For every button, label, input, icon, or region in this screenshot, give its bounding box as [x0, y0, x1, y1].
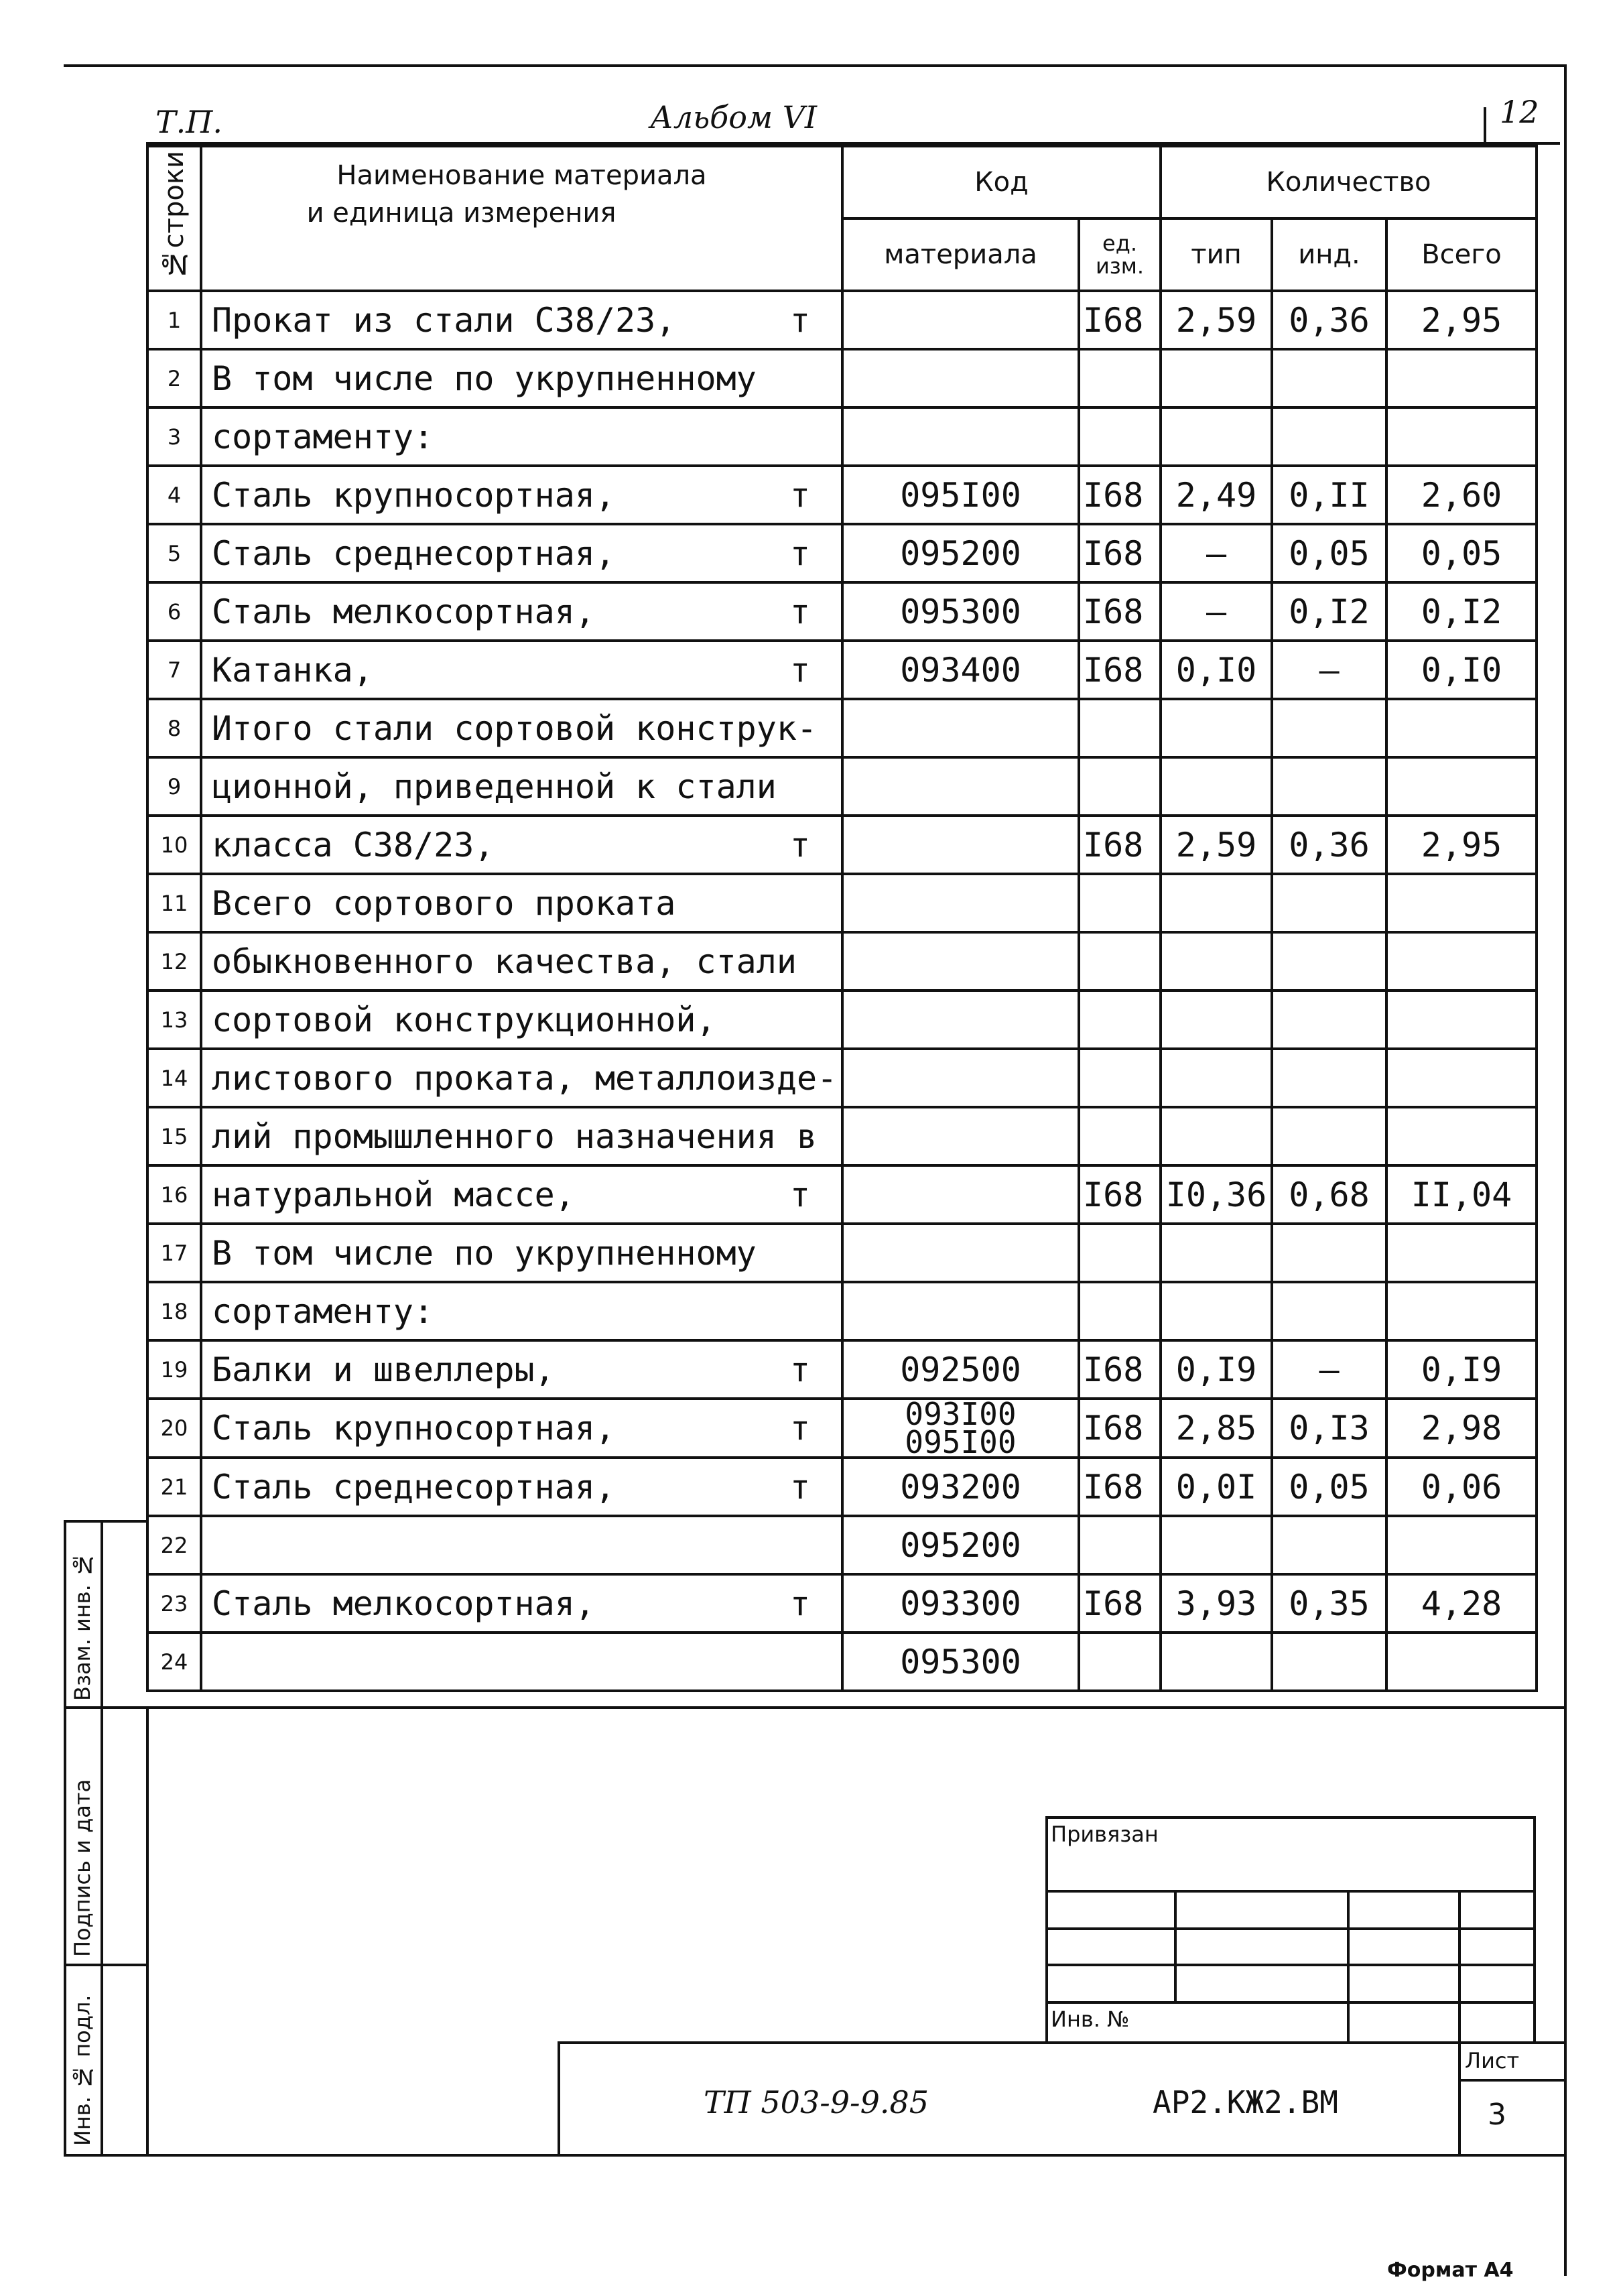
- row-number: 13: [147, 991, 201, 1049]
- qty-total: 2,60: [1386, 466, 1537, 524]
- qty-ind: –: [1272, 1340, 1386, 1399]
- title-block-left: [558, 2041, 560, 2157]
- qty-type: –: [1161, 582, 1272, 641]
- album-label: Альбом VI: [650, 99, 818, 135]
- material-name: [201, 1107, 842, 1165]
- stamp-privyazan-right: [1533, 1816, 1536, 2044]
- material-name-text: Сталь крупносортная,: [212, 1409, 616, 1448]
- material-name: [201, 1224, 842, 1282]
- doc-code: ТП 503-9-9.85: [704, 2084, 929, 2120]
- sheet-box-left: [1458, 2041, 1461, 2157]
- qty-total: 2,95: [1386, 291, 1537, 349]
- qty-ind: 0,36: [1272, 816, 1386, 874]
- material-name: [201, 1516, 842, 1574]
- row-number: 15: [147, 1107, 201, 1165]
- unit-code: [1079, 757, 1161, 816]
- qty-total: 2,95: [1386, 816, 1537, 874]
- row-number: 8: [147, 699, 201, 757]
- material-code: 092500: [842, 1340, 1079, 1399]
- qty-total: [1386, 349, 1537, 407]
- qty-type: 2,59: [1161, 816, 1272, 874]
- row-number: 1: [147, 291, 201, 349]
- row-number: 16: [147, 1165, 201, 1224]
- qty-total: [1386, 1633, 1537, 1691]
- unit-code: I68: [1079, 641, 1161, 699]
- unit-code: [1079, 1633, 1161, 1691]
- col-code-unit: ед. изм.: [1079, 218, 1161, 291]
- qty-type: [1161, 1516, 1272, 1574]
- qty-type: 2,49: [1161, 466, 1272, 524]
- material-code: [842, 699, 1079, 757]
- unit-code: I68: [1079, 1165, 1161, 1224]
- qty-total: [1386, 1282, 1537, 1340]
- col-qty-total: Всего: [1386, 218, 1537, 291]
- table-row: [147, 1165, 1537, 1224]
- doc-mark: АР2.КЖ2.ВМ: [1153, 2084, 1338, 2120]
- table-row: [147, 291, 1537, 349]
- page-number: 12: [1500, 94, 1539, 130]
- row-number: 23: [147, 1574, 201, 1633]
- material-name: [201, 1049, 842, 1107]
- material-code: 095200: [842, 1516, 1079, 1574]
- col-qty-type: тип: [1161, 218, 1272, 291]
- unit-code: I68: [1079, 291, 1161, 349]
- measure-unit: т: [789, 533, 810, 573]
- stamp-privyazan-top: [1045, 1816, 1536, 1819]
- unit-code: [1079, 1282, 1161, 1340]
- material-name-text: Сталь крупносортная,: [212, 475, 616, 515]
- qty-total: [1386, 1049, 1537, 1107]
- qty-total: 0,05: [1386, 524, 1537, 582]
- material-name: [201, 757, 842, 816]
- qty-ind: [1272, 699, 1386, 757]
- unit-code: [1079, 991, 1161, 1049]
- table-row: [147, 466, 1537, 524]
- qty-total: [1386, 932, 1537, 991]
- material-code: 095300: [842, 582, 1079, 641]
- unit-code: [1079, 349, 1161, 407]
- qty-ind: 0,36: [1272, 291, 1386, 349]
- row-number: 14: [147, 1049, 201, 1107]
- qty-type: [1161, 699, 1272, 757]
- material-name: [201, 407, 842, 466]
- material-code: [842, 1049, 1079, 1107]
- material-name: [201, 466, 842, 524]
- top-border: [64, 64, 1567, 67]
- measure-unit: т: [789, 1584, 810, 1623]
- col-code: Код: [842, 146, 1161, 218]
- unit-code: [1079, 1516, 1161, 1574]
- measure-unit: т: [789, 1409, 810, 1448]
- row-number: 6: [147, 582, 201, 641]
- material-name-text: Катанка,: [212, 650, 373, 690]
- material-code: [842, 407, 1079, 466]
- table-row: [147, 757, 1537, 816]
- row-number: 2: [147, 349, 201, 407]
- table-row: [147, 1107, 1537, 1165]
- qty-ind: [1272, 1107, 1386, 1165]
- unit-code: [1079, 874, 1161, 932]
- sheet-label: Лист: [1465, 2048, 1520, 2074]
- qty-ind: [1272, 349, 1386, 407]
- qty-total: 0,I2: [1386, 582, 1537, 641]
- material-code: [842, 932, 1079, 991]
- right-border: [1564, 64, 1567, 2276]
- table-body: [147, 291, 1537, 1691]
- table-row: [147, 1574, 1537, 1633]
- measure-unit: т: [789, 1175, 810, 1214]
- material-code: [842, 1224, 1079, 1282]
- qty-total: [1386, 991, 1537, 1049]
- table-row: [147, 582, 1537, 641]
- qty-total: [1386, 407, 1537, 466]
- row-number: 3: [147, 407, 201, 466]
- qty-ind: [1272, 1049, 1386, 1107]
- unit-code: I68: [1079, 1399, 1161, 1458]
- row-number: 9: [147, 757, 201, 816]
- unit-code: I68: [1079, 1574, 1161, 1633]
- material-name: [201, 349, 842, 407]
- qty-total: [1386, 1516, 1537, 1574]
- material-code: [842, 874, 1079, 932]
- measure-unit: т: [789, 300, 810, 340]
- material-name-text: Сталь среднесортная,: [212, 533, 616, 573]
- row-number: 20: [147, 1399, 201, 1458]
- qty-ind: 0,68: [1272, 1165, 1386, 1224]
- material-name: [201, 524, 842, 582]
- col-code-material: материала: [842, 218, 1079, 291]
- material-name-text: натуральной массе,: [212, 1175, 575, 1214]
- material-name-text: Сталь мелкосортная,: [212, 1584, 595, 1623]
- qty-total: 0,I9: [1386, 1340, 1537, 1399]
- material-name: [201, 1165, 842, 1224]
- side-label-vzam: Взам. инв. №: [70, 1552, 95, 1701]
- title-block-top: [558, 2041, 1567, 2044]
- row-number: 18: [147, 1282, 201, 1340]
- table-row: [147, 1340, 1537, 1399]
- unit-code: [1079, 932, 1161, 991]
- table-bottom-line: [146, 1706, 1564, 1709]
- qty-total: 0,06: [1386, 1458, 1537, 1516]
- qty-type: [1161, 874, 1272, 932]
- table-row: [147, 641, 1537, 699]
- side-label-podpis: Подпись и дата: [70, 1779, 95, 1957]
- side-col-top: [64, 1520, 149, 1523]
- qty-ind: [1272, 757, 1386, 816]
- side-col-div2: [64, 1964, 149, 1966]
- qty-type: [1161, 932, 1272, 991]
- qty-type: 0,I0: [1161, 641, 1272, 699]
- qty-total: [1386, 757, 1537, 816]
- material-code: [842, 816, 1079, 874]
- qty-total: [1386, 874, 1537, 932]
- material-code: [842, 1165, 1079, 1224]
- material-name-text: обыкновенного качества, стали: [212, 942, 797, 981]
- qty-type: [1161, 991, 1272, 1049]
- material-name-text: класса С38/23,: [212, 825, 495, 865]
- qty-total: [1386, 1107, 1537, 1165]
- page-number-box-left: [1484, 107, 1486, 145]
- table-row: [147, 1282, 1537, 1340]
- row-number: 11: [147, 874, 201, 932]
- measure-unit: т: [789, 592, 810, 631]
- material-name: [201, 291, 842, 349]
- qty-type: [1161, 349, 1272, 407]
- material-name: [201, 1399, 842, 1458]
- qty-ind: [1272, 407, 1386, 466]
- material-name-text: Итого стали сортовой конструк-: [212, 708, 818, 748]
- unit-code: I68: [1079, 582, 1161, 641]
- materials-table: [146, 145, 1538, 1692]
- qty-ind: [1272, 1282, 1386, 1340]
- col-qty-ind: инд.: [1272, 218, 1386, 291]
- row-number: 21: [147, 1458, 201, 1516]
- qty-type: 0,0I: [1161, 1458, 1272, 1516]
- material-name-text: сортаменту:: [212, 417, 434, 456]
- material-code: 093300: [842, 1574, 1079, 1633]
- table-row: [147, 1224, 1537, 1282]
- tp-label: Т.П.: [155, 104, 223, 140]
- qty-ind: [1272, 991, 1386, 1049]
- material-name-text: Сталь мелкосортная,: [212, 592, 595, 631]
- material-name-text: Прокат из стали С38/23,: [212, 300, 676, 340]
- qty-type: –: [1161, 524, 1272, 582]
- qty-type: [1161, 1633, 1272, 1691]
- qty-type: [1161, 1224, 1272, 1282]
- material-name-text: Балки и швеллеры,: [212, 1350, 555, 1389]
- stamp-inv-no: Инв. №: [1051, 2006, 1130, 2032]
- qty-type: [1161, 757, 1272, 816]
- material-name: [201, 1458, 842, 1516]
- row-number: 17: [147, 1224, 201, 1282]
- stamp-privyazan: Привязан: [1051, 1822, 1159, 1847]
- table-row: [147, 816, 1537, 874]
- material-code: 095200: [842, 524, 1079, 582]
- stamp-v1: [1174, 1890, 1177, 2001]
- sheet-box-divider: [1458, 2079, 1565, 2082]
- table-row: [147, 874, 1537, 932]
- qty-ind: [1272, 1224, 1386, 1282]
- qty-total: [1386, 1224, 1537, 1282]
- qty-ind: [1272, 932, 1386, 991]
- material-code: [842, 1107, 1079, 1165]
- side-col-left: [64, 1520, 66, 2157]
- row-number: 10: [147, 816, 201, 874]
- material-name-text: сортаменту:: [212, 1291, 434, 1331]
- material-code: [842, 349, 1079, 407]
- qty-ind: 0,05: [1272, 1458, 1386, 1516]
- format-label: Формат А4: [1387, 2258, 1514, 2282]
- table-row: [147, 932, 1537, 991]
- table-row: [147, 1633, 1537, 1691]
- side-col-mid: [101, 1520, 103, 2157]
- stamp-h2: [1045, 1927, 1536, 1930]
- stamp-h1: [1045, 1890, 1536, 1893]
- sheet-number: 3: [1488, 2098, 1506, 2132]
- material-name: [201, 1574, 842, 1633]
- qty-type: [1161, 1107, 1272, 1165]
- stamp-h4: [1045, 2001, 1536, 2004]
- material-name: [201, 874, 842, 932]
- qty-type: [1161, 1049, 1272, 1107]
- table-row: [147, 991, 1537, 1049]
- material-name-text: ционной, приведенной к стали: [212, 767, 777, 806]
- col-name: [201, 146, 842, 291]
- material-name-text: В том числе по укрупненному: [212, 359, 757, 398]
- table-bottom-frame-left: [146, 1706, 149, 2155]
- qty-ind: [1272, 874, 1386, 932]
- material-code: [842, 991, 1079, 1049]
- stamp-v2: [1347, 1890, 1350, 2044]
- qty-total: II,04: [1386, 1165, 1537, 1224]
- material-name-text: Сталь среднесортная,: [212, 1467, 616, 1507]
- qty-type: 3,93: [1161, 1574, 1272, 1633]
- stamp-privyazan-left: [1045, 1816, 1048, 2044]
- qty-ind: 0,I2: [1272, 582, 1386, 641]
- unit-code: I68: [1079, 1458, 1161, 1516]
- table-row: [147, 1399, 1537, 1458]
- measure-unit: т: [789, 1350, 810, 1389]
- unit-code: [1079, 1107, 1161, 1165]
- material-name: [201, 1282, 842, 1340]
- material-code: [842, 1399, 1079, 1458]
- measure-unit: т: [789, 1467, 810, 1507]
- unit-code: I68: [1079, 524, 1161, 582]
- qty-type: 2,85: [1161, 1399, 1272, 1458]
- material-name: [201, 699, 842, 757]
- stamp-v3: [1458, 1890, 1461, 2044]
- material-code: [842, 1282, 1079, 1340]
- measure-unit: т: [789, 650, 810, 690]
- material-name-text: сортовой конструкционной,: [212, 1000, 716, 1039]
- qty-total: 4,28: [1386, 1574, 1537, 1633]
- material-name-text: В том числе по укрупненному: [212, 1233, 757, 1273]
- row-number: 12: [147, 932, 201, 991]
- stamp-h3: [1045, 1964, 1536, 1966]
- table-row: [147, 1458, 1537, 1516]
- material-code: 093200: [842, 1458, 1079, 1516]
- table-row: [147, 407, 1537, 466]
- material-code: 095300: [842, 1633, 1079, 1691]
- qty-ind: 0,35: [1272, 1574, 1386, 1633]
- side-col-div1: [64, 1706, 149, 1709]
- material-code-line2: 095I00: [905, 1424, 1017, 1458]
- qty-type: 2,59: [1161, 291, 1272, 349]
- material-name: [201, 816, 842, 874]
- material-name: [201, 991, 842, 1049]
- material-code: 095I00: [842, 466, 1079, 524]
- qty-ind: 0,II: [1272, 466, 1386, 524]
- row-number: 19: [147, 1340, 201, 1399]
- measure-unit: т: [789, 825, 810, 865]
- unit-code: I68: [1079, 466, 1161, 524]
- material-name-text: листового проката, металлоизде-: [212, 1058, 838, 1098]
- qty-type: [1161, 407, 1272, 466]
- table-row: [147, 699, 1537, 757]
- qty-ind: –: [1272, 641, 1386, 699]
- qty-type: 0,I9: [1161, 1340, 1272, 1399]
- row-number: 22: [147, 1516, 201, 1574]
- qty-type: [1161, 1282, 1272, 1340]
- qty-ind: [1272, 1633, 1386, 1691]
- side-label-inv-podl: Инв. № подл.: [70, 1994, 95, 2146]
- qty-total: 2,98: [1386, 1399, 1537, 1458]
- unit-code: [1079, 407, 1161, 466]
- qty-total: [1386, 699, 1537, 757]
- material-name: [201, 1340, 842, 1399]
- col-name-line1: Наименование материала: [336, 160, 707, 191]
- table-row: [147, 1516, 1537, 1574]
- table-row: [147, 1049, 1537, 1107]
- measure-unit: т: [789, 475, 810, 515]
- col-qty: Количество: [1161, 146, 1537, 218]
- col-name-line2: и единица измерения: [306, 198, 616, 229]
- row-number: 4: [147, 466, 201, 524]
- material-code-line1: 093I00: [905, 1399, 1017, 1432]
- qty-total: 0,I0: [1386, 641, 1537, 699]
- unit-code: I68: [1079, 1340, 1161, 1399]
- col-row-no: №строки: [147, 146, 201, 291]
- unit-code: [1079, 1224, 1161, 1282]
- unit-code: [1079, 1049, 1161, 1107]
- material-name-text: лий промышленного назначения в: [212, 1117, 818, 1156]
- material-code: 093400: [842, 641, 1079, 699]
- material-name-text: Всего сортового проката: [212, 883, 676, 923]
- material-code: [842, 291, 1079, 349]
- row-number: 5: [147, 524, 201, 582]
- row-number: 24: [147, 1633, 201, 1691]
- table-row: [147, 524, 1537, 582]
- row-number: 7: [147, 641, 201, 699]
- qty-ind: [1272, 1516, 1386, 1574]
- material-name: [201, 641, 842, 699]
- material-code: [842, 757, 1079, 816]
- qty-ind: 0,I3: [1272, 1399, 1386, 1458]
- bottom-border: [64, 2154, 1567, 2157]
- unit-code: I68: [1079, 816, 1161, 874]
- material-name: [201, 1633, 842, 1691]
- unit-code: [1079, 699, 1161, 757]
- qty-type: I0,36: [1161, 1165, 1272, 1224]
- material-name: [201, 932, 842, 991]
- material-name: [201, 582, 842, 641]
- qty-ind: 0,05: [1272, 524, 1386, 582]
- table-row: [147, 349, 1537, 407]
